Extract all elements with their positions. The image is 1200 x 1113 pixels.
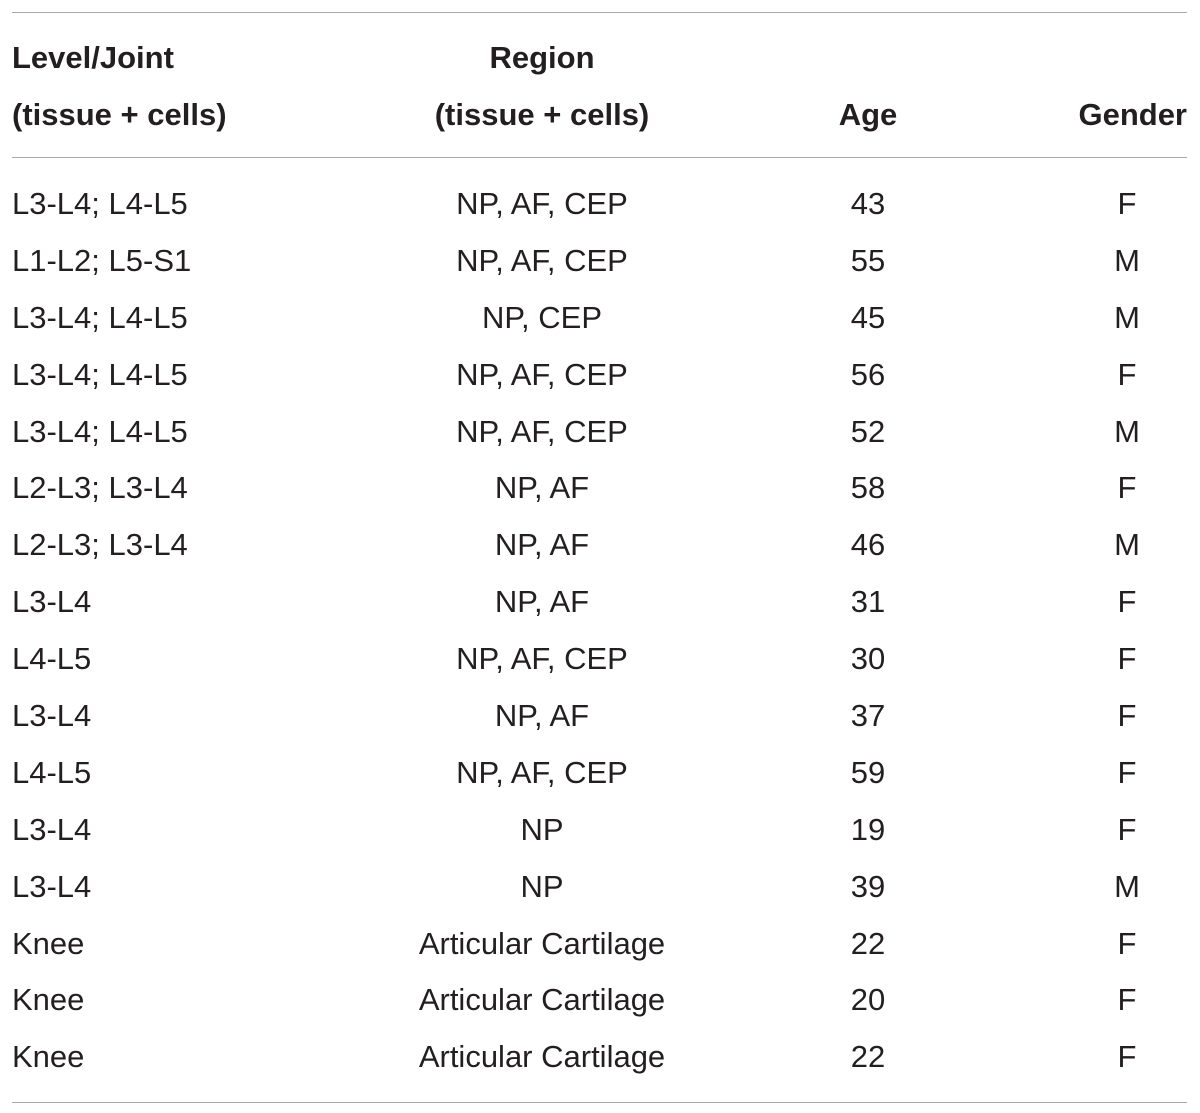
header-region-line1: Region: [489, 40, 595, 75]
cell-level-joint: L3-L4; L4-L5: [12, 299, 188, 335]
cell-level-joint: L2-L3; L3-L4: [12, 527, 188, 563]
table-row: L4-L5 NP, AF, CEP 59 F: [12, 745, 1187, 802]
header-region-line2: (tissue + cells): [434, 97, 650, 132]
cell-level-joint: Knee: [12, 1039, 85, 1075]
header-level-line2: (tissue + cells): [12, 97, 227, 132]
cell-level-joint: L3-L4; L4-L5: [12, 186, 188, 221]
table-row: L3-L4; L4-L5 NP, AF, CEP 52 M: [12, 404, 1187, 461]
table-row: L3-L4 NP, AF 37 F: [12, 688, 1187, 745]
cell-level-joint: Knee: [12, 982, 85, 1018]
cell-level-joint: L4-L5: [12, 641, 92, 677]
donor-table: [12, 12, 1187, 1103]
table-row: L4-L5 NP, AF, CEP 30 F: [12, 631, 1187, 688]
cell-level-joint: L4-L5: [12, 754, 92, 790]
cell-level-joint: L3-L4: [12, 811, 92, 847]
table-row: Knee Articular Cartilage 22 F: [12, 916, 1187, 973]
table-row: L3-L4 NP, AF 31 F: [12, 574, 1187, 631]
table-header: Level/Joint (tissue + cells) Region (tissue + cells) Age Gender: [12, 13, 1187, 157]
table-row: L2-L3; L3-L4 NP, AF 58 F: [12, 460, 1187, 517]
bottom-rule: [12, 1102, 1187, 1103]
cell-level-joint: Knee: [12, 925, 85, 961]
table-row: L3-L4; L4-L5 NP, CEP 45 M: [12, 290, 1187, 347]
header-level-joint: [12, 29, 227, 143]
table-row: L3-L4; L4-L5 NP, AF, CEP 56 F: [12, 347, 1187, 404]
header-level-line1: Level/Joint: [12, 40, 174, 75]
header-gender: Gender: [1078, 97, 1187, 132]
table-row: L3-L4 NP 19 F: [12, 802, 1187, 859]
cell-level-joint: L3-L4; L4-L5: [12, 356, 188, 392]
cell-level-joint: L3-L4: [12, 698, 92, 734]
table-row: L3-L4 NP 39 M: [12, 859, 1187, 916]
table-row: Knee Articular Cartilage 20 F: [12, 972, 1187, 1029]
cell-level-joint: L3-L4: [12, 584, 92, 620]
table-row: L3-L4; L4-L5 NP, AF, CEP 43 F: [12, 176, 1187, 233]
cell-level-joint: L2-L3; L3-L4: [12, 470, 188, 506]
table-row: L1-L2; L5-S1 NP, AF, CEP 55 M: [12, 233, 1187, 290]
cell-level-joint: L1-L2; L5-S1: [12, 242, 192, 278]
cell-level-joint: L3-L4: [12, 868, 92, 904]
table-body: [12, 158, 1187, 1102]
table-row: L2-L3; L3-L4 NP, AF 46 M: [12, 517, 1187, 574]
table-row: Knee Articular Cartilage 22 F: [12, 1029, 1187, 1086]
cell-level-joint: L3-L4; L4-L5: [12, 413, 188, 449]
